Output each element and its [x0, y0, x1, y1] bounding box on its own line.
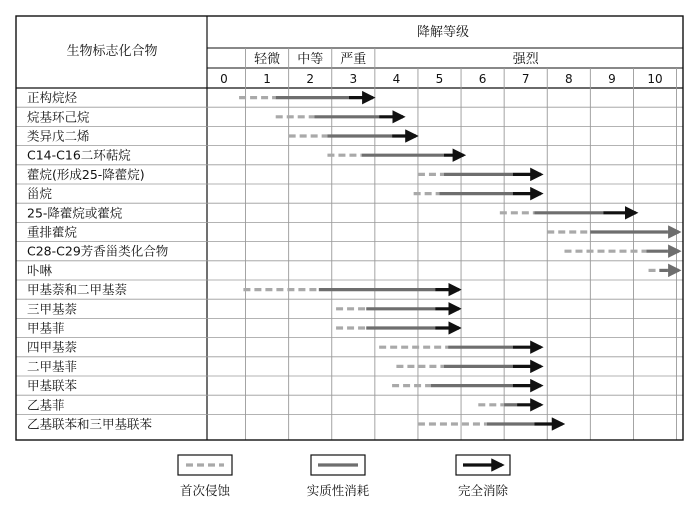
category-label: 强烈	[512, 52, 539, 67]
compound-label: 乙基联苯和三甲基联苯	[27, 416, 153, 432]
scale-tick-label: 10	[647, 72, 663, 86]
degradation-scale	[220, 72, 662, 86]
legend-complete-removal-label: 完全消除	[457, 483, 509, 498]
compound-label: 三甲基萘	[27, 301, 78, 317]
category-label: 中等	[297, 52, 324, 67]
scale-tick-label: 3	[349, 72, 358, 86]
scale-tick-label: 7	[521, 72, 530, 86]
scale-tick-label: 0	[220, 72, 228, 86]
compound-label: 卟啉	[27, 262, 53, 278]
compound-label: C14-C16二环萜烷	[27, 147, 131, 163]
compound-label: 二甲基菲	[27, 358, 78, 374]
compound-label: 正构烷烃	[27, 90, 78, 106]
scale-tick-label: 8	[564, 72, 573, 86]
scale-tick-label: 2	[306, 72, 315, 86]
compound-label: 甲基菲	[27, 320, 65, 336]
scale-tick-label: 4	[392, 72, 401, 86]
legend-substantial-consumption-label: 实质性消耗	[306, 483, 370, 498]
legend-first-erosion-label: 首次侵蚀	[179, 483, 231, 498]
legend	[178, 455, 510, 498]
compound-label: 四甲基萘	[27, 339, 78, 355]
category-label: 严重	[340, 52, 367, 67]
compound-label: 烷基环己烷	[27, 109, 90, 125]
compound-label: 甾烷	[27, 186, 53, 202]
scale-tick-label: 1	[263, 72, 271, 86]
degradation-categories	[254, 51, 540, 67]
compound-column-header: 生物标志化合物	[66, 44, 158, 59]
compound-label: 重排藿烷	[27, 224, 78, 240]
scale-tick-label: 5	[435, 72, 444, 86]
scale-tick-label: 9	[608, 72, 616, 86]
compound-label: 乙基菲	[27, 397, 65, 413]
compound-label: 甲基萘和二甲基萘	[27, 282, 128, 298]
compound-label: 25-降藿烷或藿烷	[27, 205, 123, 221]
scale-tick-label: 6	[478, 72, 487, 86]
compound-label: 藿烷(形成25-降藿烷)	[27, 166, 145, 182]
compound-label: 类异戊二烯	[27, 128, 90, 144]
category-label: 轻微	[254, 52, 281, 67]
compound-label: 甲基联苯	[27, 378, 78, 394]
compound-label: C28-C29芳香甾类化合物	[27, 243, 169, 259]
degradation-level-header: 降解等级	[416, 25, 470, 40]
